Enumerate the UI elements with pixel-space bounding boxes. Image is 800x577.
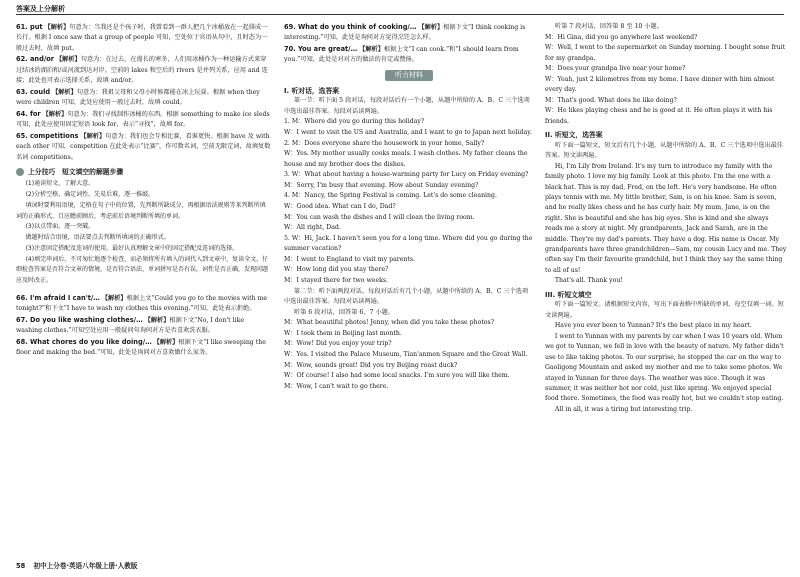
dialog-line: W：I went to visit the US and Australia, and I want to go to Japan next holiday. [284,129,532,136]
analysis-text: 句意为：当我还是个孩子时，我曾看到一群人把几个冰桶放在一起排成一长行。根据 I once saw that a group of people 可知，空处位于宾语从句中，且时态为一般过去时，故填 put。 [16,24,268,52]
dialog-line: 3. W：What about having a house-warming party for Lucy on Friday evening? [284,171,529,179]
section-2-instructions: 听下面一篇短文，短文后有几个小题，从题中所给的 A、B、C 三个选项中选出最佳答案。短文读两遍。 [545,141,783,160]
dialog-line: M：Wow, I can't wait to go there. [284,382,389,390]
passage-paragraph: That's all. Thank you! [554,277,623,285]
analysis-tag: 【解析】 [42,110,68,118]
answer-number: 62. and/or [16,55,55,64]
dialog-line: W：Good idea. What can I do, Dad? [284,202,396,210]
tip-line: (4)填完串词后，不可匆忙地逐个检查，而必须将所有填入的词代入到文章中，复读全文，仔细检查答案是否符合文章的情境，是否符合语法，单词拼写是否有误，词性是否正确，发现问题应及时改正。 [16,255,269,284]
dialog-line: W：I took them in Beijing last month. [284,329,402,337]
answer-number: 65. competitions [16,131,79,140]
dialog-line: W：He likes playing chess and he is good at it. He often plays it with his friends. [545,107,773,125]
answer-entry [16,109,271,131]
analysis-tag: 【解析】 [153,338,179,346]
tip-bulb-icon [16,168,24,176]
passage-paragraph: Have you ever been to Yunnan? It's the best place in my heart. [554,322,752,330]
passage-paragraph: All in all, it was a tiring but interesting trip. [554,406,693,414]
dialogs-1-5 [284,117,534,286]
answer-number: 63. could [16,87,51,96]
dialog-line: M：That's good. What does he like doing? [545,96,677,104]
tip-line: 填词时要利用语境，定格在句子中的位置，先判断所缺成分，再根据语法规则等来判断所填词的正确形式，且应瞻前顾后，考虑前后语境判断所填的单词。 [16,202,266,220]
passage-1 [545,162,787,287]
column-middle [284,22,534,542]
part-2-instructions: 第二节：听下面两段对话，每段对话后有几个小题，从题中所给的 A、B、C 三个选项中选出最佳答案。每段对话读两遍。 [284,287,529,305]
dialog-line: M：Does your grandpa live near your home? [545,65,686,73]
answer-entry [16,131,271,163]
answer-number: 68. What chores do you like doing/… [16,337,152,346]
dialog-line: W：Of course! I also had some local snacks. I'm sure you will like them. [284,372,510,380]
analysis-tag: 【解析】 [44,24,70,31]
dialog-line: M：Sorry, I'm busy that evening. How about Sunday evening? [284,181,479,189]
column-right [545,22,787,542]
answer-number: 61. put [16,23,43,31]
analysis-tag: 【解析】 [56,56,81,64]
header-rule [16,14,784,15]
tip-heading [16,167,271,177]
part-1-instructions: 第一节：听下面 5 段对话，每段对话后有一个小题，从题中所给的 A、B、C 三个选项中选出最佳答案。每段对话读两遍。 [284,97,530,115]
answer-entries-69-70 [284,22,534,66]
answer-entry [16,293,271,315]
page-header: 答案及上分解析 [16,5,65,13]
analysis-tag: 【解析】 [359,46,384,53]
page-number: 58 [16,561,26,570]
dialog-6 [284,318,534,392]
analysis-text: 根据下文“No, I don't like washing clothes.”可知空处应用一般疑问句询问对方是否喜欢洗衣服。 [16,316,244,335]
answer-entry [16,315,271,337]
dialog-line: M：What beautiful photos! Jenny, when did you take these photos? [284,319,495,327]
answer-entry [284,22,534,44]
column-left [16,22,271,542]
answer-number: 69. What do you think of cooking/… [284,23,417,31]
dialog-line: 1. M：Where did you go during this holiday? [284,118,425,126]
passage-paragraph: I went to Yunnan with my parents by car when I was 10 years old. When we got to Yunnan, we fell in love with the beauty of nature. My father didn't use to like taking photos. To our surprise, he stopped the car on the way to Gaoligong Mountain and asked my mother and me to take some photos. We stayed in Yunnan for three days. The weather was nice. Though it was summer, it was neither hot nor cold, just like spring. We enjoyed special food there. Sometimes, the food was really hot, but we couldn't stop eating. [545,333,784,403]
listening-banner-label: 听力材料 [385,70,433,81]
tip-line: (3)注意固定搭配及连词的使用，最好认真理解文章中的固定搭配及连词的选择。 [25,244,239,252]
page-footer [16,561,137,571]
answer-entry [16,337,271,359]
analysis-text: 根据下文“I think cooking is interesting.”可知，此处是询问对方觉得烹饪怎么样。 [284,24,526,42]
analysis-text: 根据上文“I can cook.”和“I should learn from you.”可知，此处是对对方的做法的肯定或赞扬。 [284,46,519,64]
answer-entries-61-65 [16,22,271,163]
tip-title: 上分技巧 短文填空的解题步骤 [28,168,124,177]
tip-line: 做题时结合语境，语法要点去判断所填词的正确形式。 [25,234,170,242]
section-heading-2: II. 听短文，选答案 [545,131,603,140]
dialog-line: 4. M：Nancy, the Spring Festival is coming. Let's do some cleaning. [284,192,497,200]
analysis-text: 根据上文“Could you go to the movies with me tonight?”和下文“I have to wash my clothes this evening.”可知，此处表示拒绝。 [16,294,268,313]
answer-entry [16,87,271,109]
answer-entries-66-68 [16,293,271,359]
tip-line: (1)通读短文，了解大意。 [25,180,95,188]
answer-number: 67. Do you like washing clothes/… [16,315,143,324]
analysis-text: 句意为：我们也会互相比赛，看谁更快。根据 have 及 with each other 可知，competition 在此处表示“比赛”，作可数名词，空前无限定词，故填复数名词 competitions。 [16,132,271,161]
passage-2 [545,321,787,415]
analysis-text: 根据下文“I like sweeping the floor and making the bed.”可知，此处是询问对方喜欢做什么家务。 [16,338,266,357]
dialog-7-intro: 听第 7 段对话，回答第 8 至 10 小题。 [554,23,663,30]
analysis-tag: 【解析】 [52,88,77,96]
analysis-tag: 【解析】 [80,132,106,140]
dialog-line: W：Yeah, just 2 kilometres from my home. I have dinner with him almost every day. [545,75,775,94]
analysis-tag: 【解析】 [144,316,170,324]
answer-entry [284,44,534,66]
answer-entry [16,54,271,86]
section-3-instructions: 听下面一篇短文。请根据短文内容，写出下面表格中所缺的单词，每空仅填一词。短文读两遍。 [545,301,784,319]
analysis-tag: 【解析】 [101,294,127,302]
dialog-line: W：Well, I went to the supermarket on Sunday morning. I bought some fruit for my grandpa. [545,44,786,62]
dialog-line: M：Hi Gina, did you go anywhere last weekend? [545,33,698,41]
tip-body [16,179,271,286]
book-title: 初中上分卷·英语八年级上册·人教版 [33,561,138,570]
analysis-text: 句意为：我祖父母和父母小时候都能在冰上玩耍。根据 when they were children 可知，此处应使用一般过去时，故填 could。 [16,88,260,107]
answer-number: 64. for [16,109,41,118]
listening-banner [284,70,534,81]
dialog-line: M：Wow! Did you enjoy your trip? [284,340,392,348]
dialog-line: M：You can wash the dishes and I will clean the living room. [284,213,475,221]
dialog-line: W：How long did you stay there? [284,266,389,274]
dialog-7 [545,33,787,128]
analysis-tag: 【解析】 [418,24,444,31]
answer-entry [16,22,271,54]
dialog-line: 5. W：Hi, Jack. I haven't seen you for a long time. Where did you go during the summer vacation? [284,234,533,253]
passage-paragraph: Hi, I'm Lily from Ireland. It's my turn to introduce my family with the family photo. I love my big family. Look at this photo. I'm the one with a black hat. This is my dad, Fred, on the left. He's very handsome. He often plays tennis with me. My little brother, Sam, is on his knee. Sam is seven, and he really likes chess and he has curly hair. My mum, Jane, is on the right. She is beautiful and she has big eyes. She is kind and she always reads me a story at night. My grandparents, Jack and Sarah, are in the middle. They're my dad's parents. They have a dog. His name is Oscar. My grandparents have three grandchildren—Sam, my cousin Lucy and me. They often say I'm their favourite grandchild, but I think they say the same thing to all of us! [545,162,787,274]
dialog-line: 2. M：Does everyone share the housework in your home, Sally? [284,139,485,147]
analysis-text: 句意为：我们寻找制作冰桶的东西。根据 something to make ice sleds 可知，此处应使用固定短语 look for，表示“寻找”，故填 for。 [16,110,270,129]
answer-number: 66. I'm afraid I can't/… [16,293,100,302]
tip-line: (3)以点带面，逐一突破。 [25,223,95,231]
dialog-line: W：All right, Dad. [284,224,341,232]
section-heading-1: I. 听对话，选答案 [284,86,340,95]
dialog-line: M：Wow, sounds great! Did you try Beijing roast duck? [284,361,458,369]
dialog-line: W：Yes. My mother usually cooks meals. I wash clothes. My father cleans the house and my brother does the dishes. [284,150,528,168]
section-heading-3: III. 听短文填空 [545,290,592,299]
analysis-text: 句意为：在过去，在漫长的寒冬，人们用冰桶作为一种运输方式来穿过结冰的湖泊和/或河流到达对岸。空前的 lakes 和空后的 rivers 是并列关系，应用 and 连接；此处也可表示选择关系，故填 and/or。 [16,56,268,85]
dialog-line: M：I went to England to visit my parents. [284,255,416,263]
dialog-line: W：Yes. I visited the Palace Museum, Tian'anmen Square and the Great Wall. [284,350,528,358]
dialog-6-intro: 听第 6 段对话，回答第 6、7 小题。 [293,308,395,316]
tip-line: (2)分析空格，确定词性，先易后难，逐一推敲。 [25,191,155,199]
answer-number: 70. You are great/… [284,45,358,53]
dialog-line: M：I stayed there for two weeks. [284,276,389,284]
